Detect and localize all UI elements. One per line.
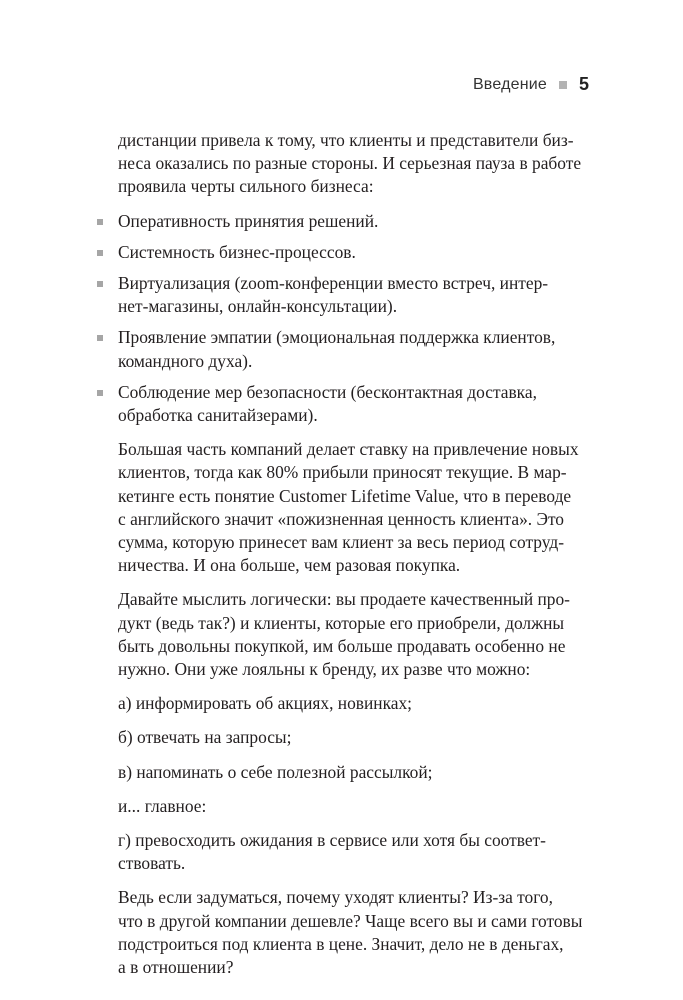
bullet-square-icon (97, 250, 103, 256)
running-header (473, 74, 589, 95)
list-item-text: обработка санитайзерами). (118, 405, 318, 426)
text-line: быть довольны покупкой, им больше продавать особенно не (118, 635, 566, 656)
section-title: Введение (472, 75, 547, 93)
bullet-square-icon (97, 390, 103, 396)
main-point-label: и... главное: (118, 795, 207, 816)
list-item-text: Проявление эмпатии (эмоциональная поддержка клиентов, (118, 327, 556, 348)
list-item (118, 241, 592, 264)
list-item-a: а) информировать об акциях, новинках; (118, 693, 413, 714)
list-item (118, 272, 592, 318)
paragraph-1 (118, 129, 592, 199)
text-line: нужно. Они уже лояльны к бренду, их разве что можно: (118, 659, 531, 680)
bullet-square-icon (97, 281, 103, 287)
bullet-square-icon (97, 335, 103, 341)
text-line: что в другой компании дешевле? Чаще всего вы и сами готовы (118, 910, 583, 931)
text-line: кетинге есть понятие Customer Lifetime Value, что в переводе (118, 485, 572, 506)
list-item-text: Системность бизнес-процессов. (118, 241, 356, 262)
list-item-b: б) отвечать на запросы; (118, 727, 292, 748)
list-item (118, 326, 592, 372)
list-item-text: Соблюдение мер безопасности (бесконтактная доставка, (118, 381, 537, 402)
text-line: а в отношении? (118, 957, 234, 978)
text-line: дукт (ведь так?) и клиенты, которые его приобрели, должны (118, 612, 565, 633)
bullet-list (118, 210, 592, 428)
paragraph-3 (118, 588, 592, 681)
text-line: проявила черты сильного бизнеса: (118, 176, 374, 197)
text-line: Давайте мыслить логически: вы продаете качественный про- (118, 589, 570, 610)
list-item-v: в) напоминать о себе полезной рассылкой; (118, 761, 433, 782)
body-text (118, 129, 592, 990)
text-line: клиентов, тогда как 80% прибыли приносят текущие. В мар- (118, 462, 567, 483)
text-line: ствовать. (118, 853, 186, 874)
list-item-g (118, 829, 592, 875)
bullet-square-icon (97, 219, 103, 225)
text-line: подстроиться под клиента в цене. Значит, дело не в деньгах, (118, 933, 564, 954)
list-item (118, 210, 592, 233)
text-line: сумма, которую принесет вам клиент за весь период сотруд- (118, 532, 564, 553)
list-item-text: Оперативность принятия решений. (118, 210, 379, 231)
paragraph-4 (118, 886, 592, 979)
text-line: дистанции привела к тому, что клиенты и представители биз- (118, 130, 574, 150)
text-line: с английского значит «пожизненная ценность клиента». Это (118, 508, 565, 529)
list-item-text: нет-магазины, онлайн-консультации). (118, 296, 398, 317)
text-line: Большая часть компаний делает ставку на привлечение новых (118, 439, 579, 460)
text-line: г) превосходить ожидания в сервисе или хотя бы соответ- (118, 830, 546, 851)
page-number: 5 (578, 74, 589, 94)
list-item (118, 381, 592, 427)
text-line: Ведь если задуматься, почему уходят клиенты? Из-за того, (118, 887, 553, 908)
paragraph-2 (118, 438, 592, 577)
list-item-text: Виртуализация (zoom-конференции вместо встреч, интер- (118, 273, 549, 294)
list-item-text: командного духа). (118, 350, 253, 371)
header-square-marker (559, 81, 567, 89)
text-line: ничества. И она больше, чем разовая покупка. (118, 555, 461, 576)
text-line: неса оказались по разные стороны. И серьезная пауза в работе (118, 153, 582, 174)
